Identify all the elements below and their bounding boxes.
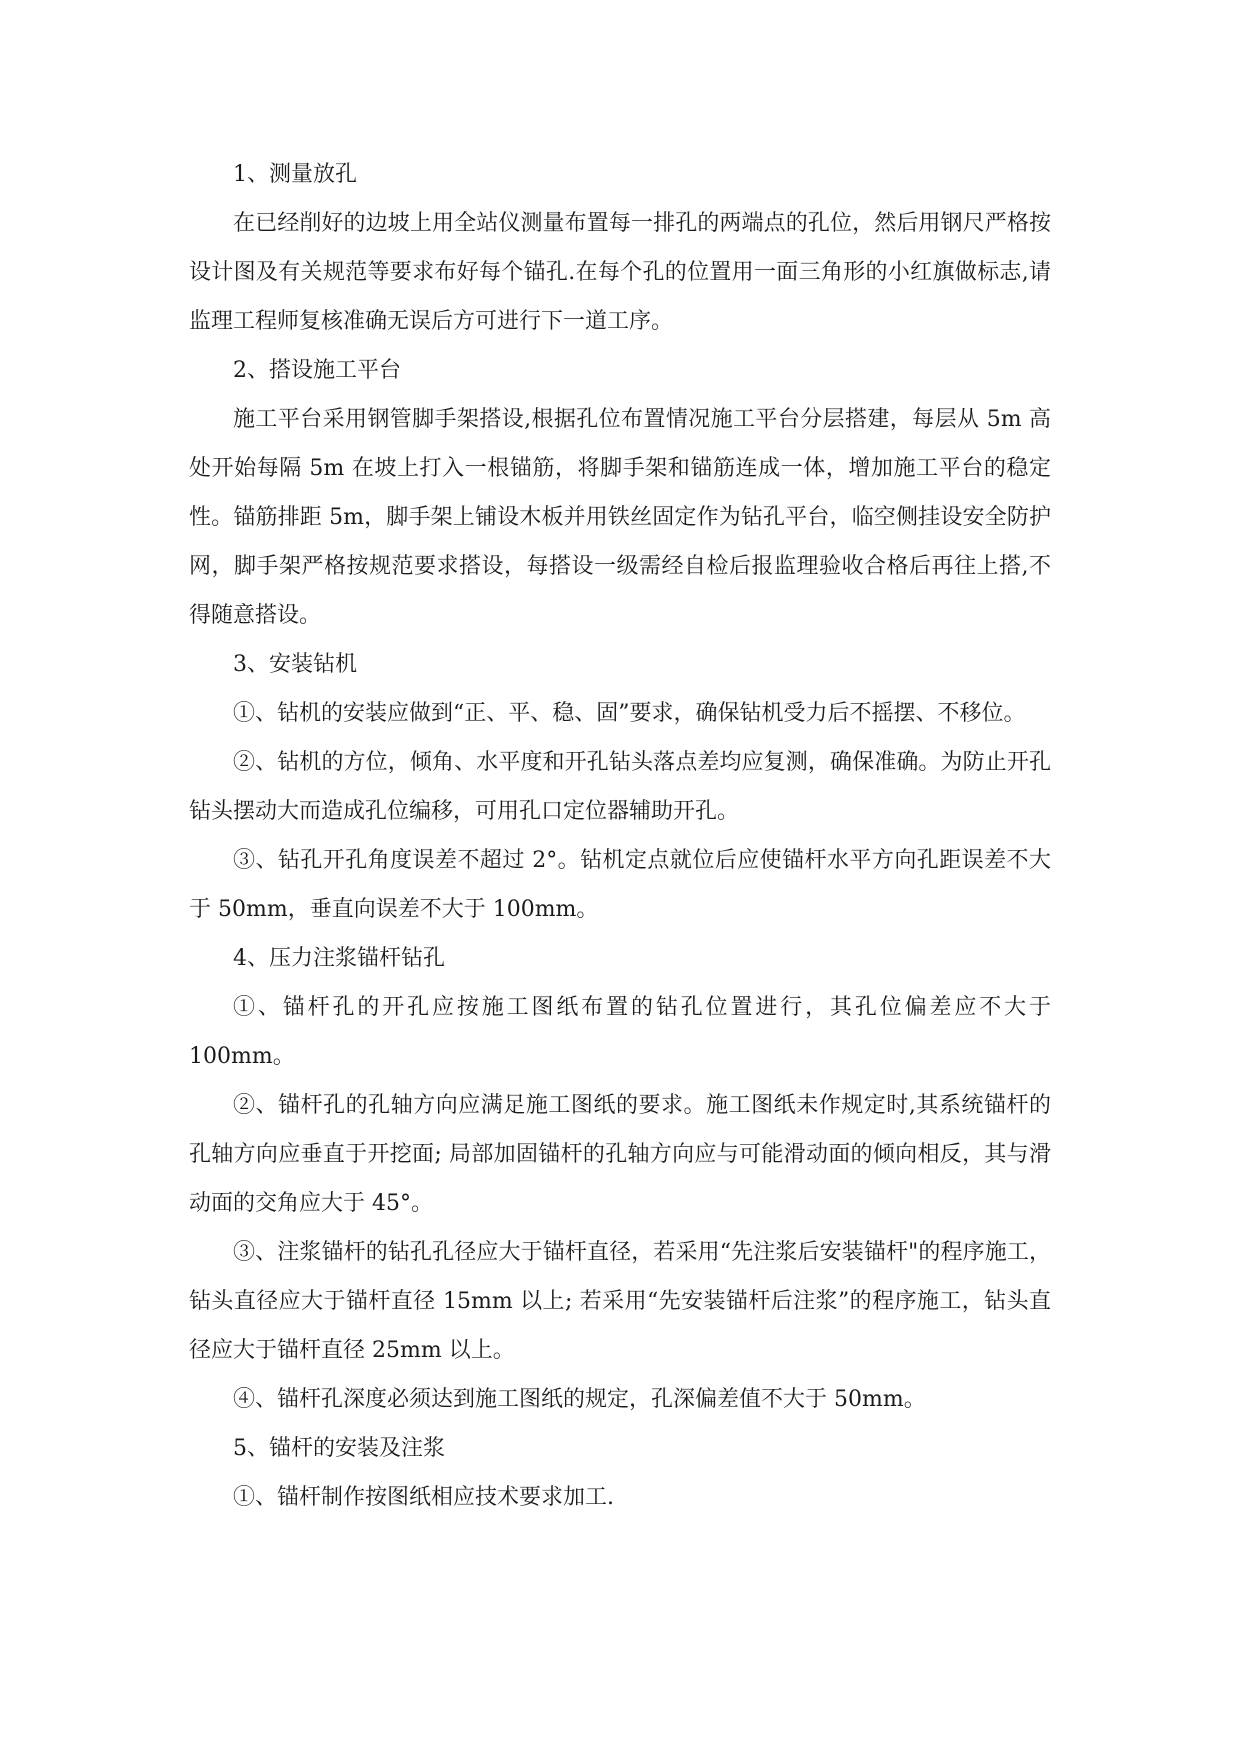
list-item: ③、钻孔开孔角度误差不超过 2°。钻机定点就位后应使锚杆水平方向孔距误差不大于 50mm，垂直向误差不大于 100mm。 xyxy=(189,848,1051,922)
list-item: ③、注浆锚杆的钻孔孔径应大于锚杆直径，若采用“先注浆后安装锚杆"的程序施工，钻头直径应大于锚杆直径 15mm 以上; 若采用“先安装锚杆后注浆”的程序施工，钻头直径应大于锚杆直径 25mm 以上。 xyxy=(189,1240,1051,1363)
list-item: ②、钻机的方位，倾角、水平度和开孔钻头落点差均应复测，确保准确。为防止开孔钻头摆动大而造成孔位编移，可用孔口定位器辅助开孔。 xyxy=(189,750,1051,824)
list-item: ①、锚杆制作按图纸相应技术要求加工. xyxy=(233,1485,614,1510)
list-item: ④、锚杆孔深度必须达到施工图纸的规定，孔深偏差值不大于 50mm。 xyxy=(233,1387,926,1412)
section-heading-1: 1、测量放孔 xyxy=(233,162,357,187)
list-item: ①、锚杆孔的开孔应按施工图纸布置的钻孔位置进行，其孔位偏差应不大于100mm。 xyxy=(189,995,1051,1069)
section-heading-3: 3、安装钻机 xyxy=(233,652,357,677)
section-heading-2: 2、搭设施工平台 xyxy=(233,358,401,383)
section-heading-4: 4、压力注浆锚杆钻孔 xyxy=(233,946,445,971)
paragraph: 施工平台采用钢管脚手架搭设,根据孔位布置情况施工平台分层搭建，每层从 5m 高处开始每隔 5m 在坡上打入一根锚筋，将脚手架和锚筋连成一体，增加施工平台的稳定性。锚筋排距 5m，脚手架上铺设木板并用铁丝固定作为钻孔平台，临空侧挂设安全防护网，脚手架严格按规范要求搭设，每搭设一级需经自检后报监理验收合格后再往上搭,不得随意搭设。 xyxy=(189,407,1051,628)
section-heading-5: 5、锚杆的安装及注浆 xyxy=(233,1436,445,1461)
document-body xyxy=(189,150,1051,1522)
list-item: ①、钻机的安装应做到“正、平、稳、固”要求，确保钻机受力后不摇摆、不移位。 xyxy=(233,701,1026,726)
paragraph: 在已经削好的边坡上用全站仪测量布置每一排孔的两端点的孔位，然后用钢尺严格按设计图及有关规范等要求布好每个锚孔.在每个孔的位置用一面三角形的小红旗做标志,请监理工程师复核准确无误后方可进行下一道工序。 xyxy=(189,211,1051,334)
list-item: ②、锚杆孔的孔轴方向应满足施工图纸的要求。施工图纸未作规定时,其系统锚杆的孔轴方向应垂直于开挖面; 局部加固锚杆的孔轴方向应与可能滑动面的倾向相反，其与滑动面的交角应大于 45°。 xyxy=(189,1093,1051,1216)
